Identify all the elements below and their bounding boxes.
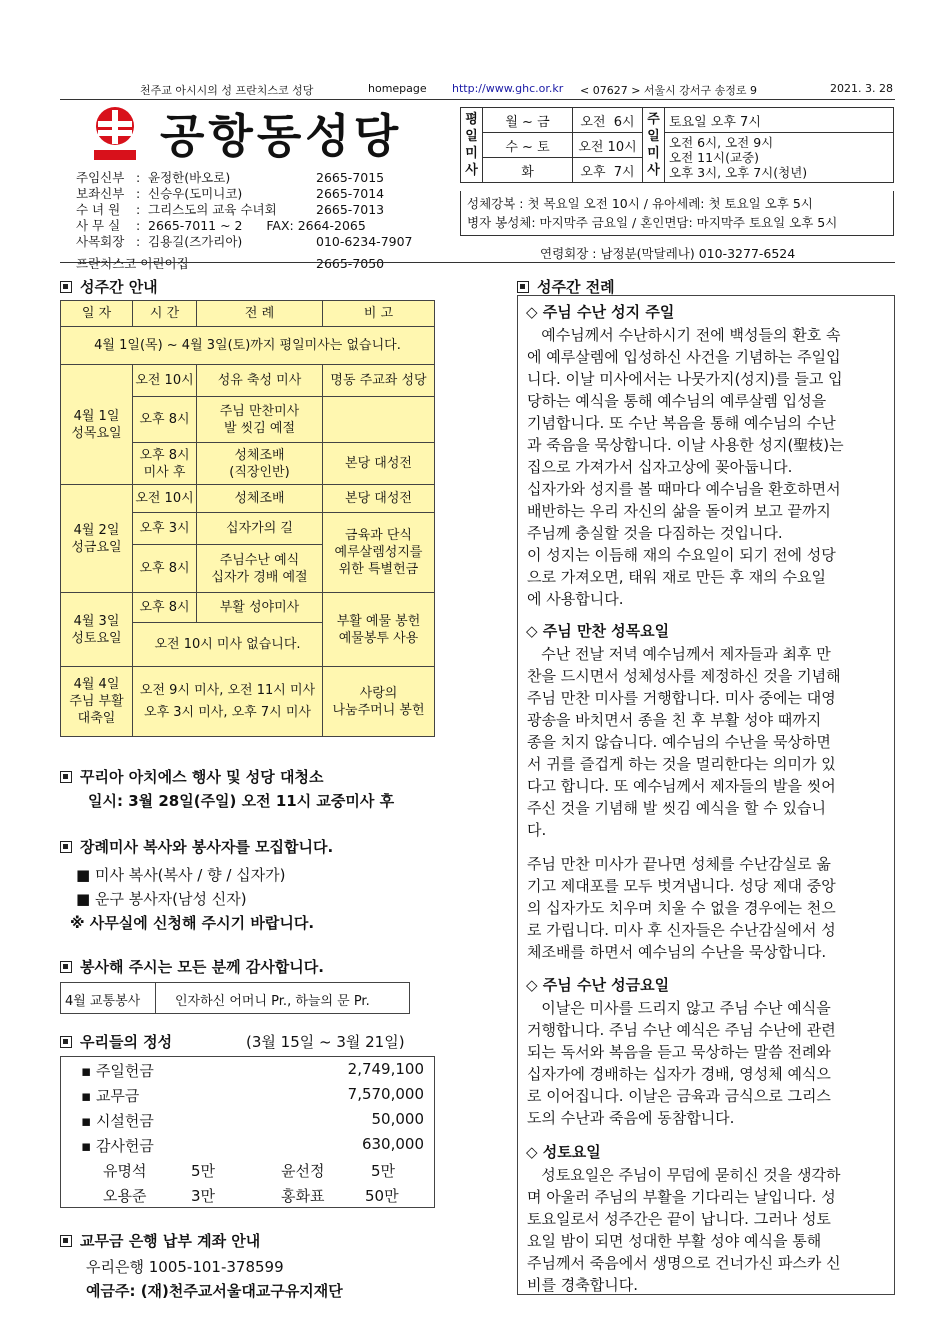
sched-rite: 주님수난 예식 십자가 경배 예절 [197, 545, 323, 593]
liturgy-line: 주님 만찬 미사를 거행합니다. 미사 중에는 대영 [527, 689, 836, 707]
liturgy-line: 수난 전날 저녁 예수님께서 제자들과 최후 만 [527, 645, 831, 663]
bank-account: 우리은행 1005-101-378599 [86, 1258, 284, 1276]
sched-time: 오후 8시 [133, 397, 197, 443]
sched-rite: 부활 성야미사 [197, 593, 323, 623]
staff-name: 그리스도의 교육 수녀회 [148, 202, 277, 217]
liturgy-line: 니다. 이날 미사에서는 나뭇가지(성지)를 들고 입 [527, 370, 843, 388]
liturgy-line: 다. [527, 821, 547, 839]
offerings-period: (3월 15일 ~ 3월 21일) [246, 1033, 405, 1051]
newsletter-title: 공항동성당 [160, 109, 403, 163]
sunday-time: 토요일 오후 7시 [665, 108, 894, 133]
sched-note: 본당 대성전 [323, 443, 435, 485]
liturgy-heading: ◇ 주님 만찬 성목요일 [526, 622, 670, 640]
sched-note: 본당 대성전 [323, 485, 435, 513]
liturgy-line: 기고 제대포를 모두 벗겨냅니다. 성당 제대 중앙 [527, 877, 836, 895]
liturgy-line: 집으로 가져가서 십자고상에 꽂아둡니다. [527, 458, 793, 476]
sunday-times [665, 133, 894, 183]
liturgy-heading: ◇ 성토요일 [526, 1143, 601, 1161]
section-bank: 교무금 은행 납부 계좌 안내 [60, 1230, 260, 1251]
sched-rite: 주님 만찬미사 발 씻김 예절 [197, 397, 323, 443]
homepage-label: homepage [368, 82, 427, 95]
weekday-day: 월 ~ 금 [483, 108, 573, 133]
sched-time: 오후 8시 미사 후 [133, 443, 197, 485]
liturgy-line: 이날은 미사를 드리지 않고 주님 수난 예식을 [527, 999, 831, 1017]
sched-rite: 십자가의 길 [197, 513, 323, 545]
offerings-box [60, 1056, 435, 1208]
liturgy-line: 의 십자가도 치우며 치울 수 없을 경우에는 천으 [527, 899, 836, 917]
donor-amount: 50만 [365, 1187, 399, 1205]
offering-amount: 630,000 [361, 1135, 424, 1153]
liturgy-line: 비를 경축합니다. [527, 1276, 638, 1294]
liturgy-line: 주님께서 죽음에서 생명으로 건너가신 파스카 신 [527, 1254, 841, 1272]
sacrament-info [460, 191, 894, 236]
liturgy-line: 되는 독서와 복음을 듣고 묵상하는 말씀 전례와 [527, 1043, 831, 1061]
staff-tel: 2665-7015 [316, 170, 385, 185]
staff-tel: 2665-7014 [316, 186, 385, 201]
section-thanks: 봉사해 주시는 모든 분께 감사합니다. [60, 956, 324, 977]
staff-role: 프란치스코 어린이집 [76, 256, 189, 271]
liturgy-paragraph [527, 853, 887, 963]
offering-label: ▪ 교무금 [81, 1087, 140, 1105]
offering-amount: 50,000 [371, 1110, 424, 1128]
thanks-box [60, 982, 410, 1014]
donor-name: 오용준 [103, 1187, 147, 1205]
donor-name: 유명석 [103, 1162, 147, 1180]
sacrament-line: 성체강복 : 첫 목요일 오전 10시 / 유아세례: 첫 토요일 오후 5시 [467, 196, 813, 211]
header-divider [60, 262, 895, 263]
liturgy-line: 주님께 충실할 것을 다짐하는 것입니다. [527, 524, 783, 542]
offering-label: ▪ 감사헌금 [81, 1137, 154, 1155]
sched-time: 오후 8시 [133, 545, 197, 593]
offering-label: ▪ 시설헌금 [81, 1112, 154, 1130]
mass-schedule-table [460, 107, 894, 183]
liturgy-line: 요일 밤이 되면 성대한 부활 성야 예식을 통해 [527, 1232, 822, 1250]
sched-rite: 성체조배 (직장인반) [197, 443, 323, 485]
issue-date: 2021. 3. 28 [830, 82, 893, 95]
donor-name: 홍화표 [281, 1187, 325, 1205]
liturgy-line: 체조배를 하면서 예수님의 수난을 묵상합니다. [527, 943, 827, 961]
liturgy-line: 종을 치지 않습니다. 예수님의 수난을 묵상하면 [527, 733, 831, 751]
staff-role: 보좌신부 [76, 186, 125, 201]
liturgy-line: 십자가에 경배하는 십자가 경배, 영성체 예식으 [527, 1065, 831, 1083]
sunday-mass-label: 주 일 미 사 [643, 108, 665, 183]
weekday-day: 화 [483, 158, 573, 183]
liturgy-line: 다고 합니다. 또 예수님께서 제자들의 발을 씻어 [527, 777, 836, 795]
liturgy-line: 이 성지는 이듬해 재의 수요일이 되기 전에 성당 [527, 546, 836, 564]
sched-note: 사랑의 나눔주머니 봉헌 [323, 667, 435, 737]
weekday-time: 오후 7시 [573, 158, 643, 183]
liturgy-paragraph [527, 1164, 887, 1296]
sched-easter-masses: 오전 9시 미사, 오전 11시 미사 오후 3시 미사, 오후 7시 미사 [133, 667, 323, 737]
weekday-mass-label: 평 일 미 사 [461, 108, 483, 183]
liturgy-paragraph [527, 997, 887, 1129]
staff-name: 신승우(도미니코) [148, 186, 243, 201]
day-label: 4월 4일 주님 부활 대축일 [61, 667, 133, 737]
liturgy-line: 거행합니다. 주님 수난 예식은 주님 수난에 관련 [527, 1021, 836, 1039]
sched-note: 명동 주교좌 성당 [323, 365, 435, 397]
staff-role: 수 녀 원 [76, 202, 121, 217]
thanks-label: 4월 교통봉사 [65, 994, 141, 1009]
day-label: 4월 2일 성금요일 [61, 485, 133, 593]
thanks-names: 인자하신 어머니 Pr., 하늘의 문 Pr. [175, 994, 370, 1009]
recruit-item: ■ 운구 봉사자(남성 신자) [76, 890, 247, 908]
liturgy-line: 당하는 예식을 통해 예수님의 예루살렘 입성을 [527, 392, 827, 410]
liturgy-line: 예수님께서 수난하시기 전에 백성들의 환호 속 [527, 326, 841, 344]
sched-note [323, 397, 435, 443]
col-rite: 전 례 [197, 301, 323, 327]
col-time: 시 간 [133, 301, 197, 327]
office-phone-fax: 2665-7011 ~ 2 FAX: 2664-2065 [148, 218, 366, 233]
sched-note: 부활 예물 봉헌 예물봉투 사용 [323, 593, 435, 667]
liturgy-line: 찬을 드시면서 성체성사를 제정하신 것을 기념해 [527, 667, 841, 685]
liturgy-line: 로 이어집니다. 이날은 금육과 금식으로 그리스 [527, 1087, 831, 1105]
staff-role: 주임신부 [76, 170, 125, 185]
recruit-note: ※ 사무실에 신청해 주시기 바랍니다. [70, 914, 315, 932]
recruit-item: ■ 미사 복사(복사 / 향 / 십자가) [76, 866, 286, 884]
liturgy-line: 광송을 바치면서 종을 친 후 부활 성야 때까지 [527, 711, 822, 729]
liturgy-box [517, 295, 895, 1295]
liturgy-heading: ◇ 주님 수난 성지 주일 [526, 303, 675, 321]
sacrament-line: 병자 봉성체: 마지막주 금요일 / 혼인면담: 마지막주 토요일 오후 5시 [467, 215, 838, 230]
homepage-link[interactable]: http://www.ghc.or.kr [452, 82, 564, 95]
liturgy-line: 주님 만찬 미사가 끝나면 성체를 수난감실로 옮 [527, 855, 831, 873]
liturgy-line: 서 귀를 즐겁게 하는 것을 멀리한다는 의미가 있 [527, 755, 836, 773]
day-label: 4월 3일 성토요일 [61, 593, 133, 667]
curia-detail: 일시: 3월 28일(주일) 오전 11시 교중미사 후 [88, 792, 395, 810]
liturgy-line: 기념합니다. 또 수난 복음을 통해 예수님의 수난 [527, 414, 836, 432]
offering-amount: 2,749,100 [347, 1060, 424, 1078]
liturgy-line: 과 죽음을 묵상합니다. 이날 사용한 성지(聖枝)는 [527, 436, 844, 454]
liturgy-line: 에 예루살렘에 입성하신 사건을 기념하는 주일입 [527, 348, 841, 366]
liturgy-line: 도의 수난과 죽음에 동참합니다. [527, 1109, 735, 1127]
staff-name: 윤정한(바오로) [148, 170, 231, 185]
liturgy-heading: ◇ 주님 수난 성금요일 [526, 976, 670, 994]
notice-row: 4월 1일(목) ~ 4월 3일(토)까지 평일미사는 없습니다. [61, 327, 435, 365]
liturgy-paragraph [527, 643, 887, 841]
liturgy-line: 로 가립니다. 미사 후 신자들은 수난감실에서 성 [527, 921, 836, 939]
staff-name: 김용길(즈가리아) [148, 234, 243, 249]
weekday-time: 오전 6시 [573, 108, 643, 133]
sched-rite: 성유 축성 미사 [197, 365, 323, 397]
section-curia: 꾸리아 아치에스 행사 및 성당 대청소 [60, 766, 323, 787]
col-note: 비 고 [323, 301, 435, 327]
liturgy-line: 에 사용합니다. [527, 590, 624, 608]
liturgy-line: 배반하는 우리 자신의 삶을 돌이켜 보고 끝까지 [527, 502, 831, 520]
sched-note: 금육과 단식 예루살렘성지를 위한 특별헌금 [323, 513, 435, 593]
offering-amount: 7,570,000 [347, 1085, 424, 1103]
liturgy-line: 십자가와 성지를 볼 때마다 예수님을 환호하면서 [527, 480, 841, 498]
sched-time: 오후 3시 [133, 513, 197, 545]
liturgy-line: 성토요일은 주님이 무덤에 묻히신 것을 생각하 [527, 1166, 841, 1184]
staff-tel: 010-6234-7907 [316, 234, 413, 249]
sched-notice: 오전 10시 미사 없습니다. [133, 623, 323, 667]
liturgy-line: 으로 가져오면, 태워 재로 만든 후 재의 수요일 [527, 568, 826, 586]
day-label: 4월 1일 성목요일 [61, 365, 133, 485]
staff-tel: 2665-7013 [316, 202, 385, 217]
section-recruit: 장례미사 복사와 봉사자를 모집합니다. [60, 836, 333, 857]
liturgy-line: 토요일로서 성주간은 끝이 납니다. 그러나 성토 [527, 1210, 831, 1228]
staff-role: 사 무 실 [76, 218, 121, 233]
donor-name: 윤선정 [281, 1162, 325, 1180]
donor-amount: 5만 [191, 1162, 216, 1180]
staff-tel: 2665-7050 [316, 256, 385, 271]
donor-amount: 5만 [371, 1162, 396, 1180]
holy-week-table [60, 300, 435, 737]
liturgy-line: 며 아울러 주님의 부활을 기다리는 날입니다. 성 [527, 1188, 836, 1206]
sched-time: 오전 10시 [133, 365, 197, 397]
top-info-bar [60, 78, 895, 100]
parish-info: 천주교 아시시의 성 프란치스코 성당 [140, 84, 314, 97]
sunday-time: 오전 6시, 오전 9시 [669, 135, 774, 150]
staff-role: 사목회장 [76, 234, 125, 249]
address: < 07627 > 서울시 강서구 송정로 9 [580, 84, 758, 97]
section-offerings: 우리들의 정성 [60, 1031, 172, 1052]
section-holy-week: 성주간 안내 [60, 276, 158, 297]
col-date: 일 자 [61, 301, 133, 327]
sched-time: 오전 10시 [133, 485, 197, 513]
sunday-time: 오후 3시, 오후 7시(청년) [669, 165, 808, 180]
liturgy-paragraph [527, 324, 887, 610]
parish-logo [92, 106, 138, 162]
sunday-time: 오전 11시(교중) [669, 150, 760, 165]
funeral-rep: 연령회장 : 남정분(막달레나) 010-3277-6524 [540, 246, 796, 261]
weekday-time: 오전 10시 [573, 133, 643, 158]
section-liturgy: 성주간 전례 [517, 276, 615, 297]
weekday-day: 수 ~ 토 [483, 133, 573, 158]
sched-rite: 성체조배 [197, 485, 323, 513]
donor-amount: 3만 [191, 1187, 216, 1205]
liturgy-line: 주신 것을 기념해 발 씻김 예식을 할 수 있습니 [527, 799, 826, 817]
sched-time: 오후 8시 [133, 593, 197, 623]
bank-holder: 예금주: (재)천주교서울대교구유지재단 [86, 1282, 343, 1300]
offering-label: ▪ 주일헌금 [81, 1062, 154, 1080]
